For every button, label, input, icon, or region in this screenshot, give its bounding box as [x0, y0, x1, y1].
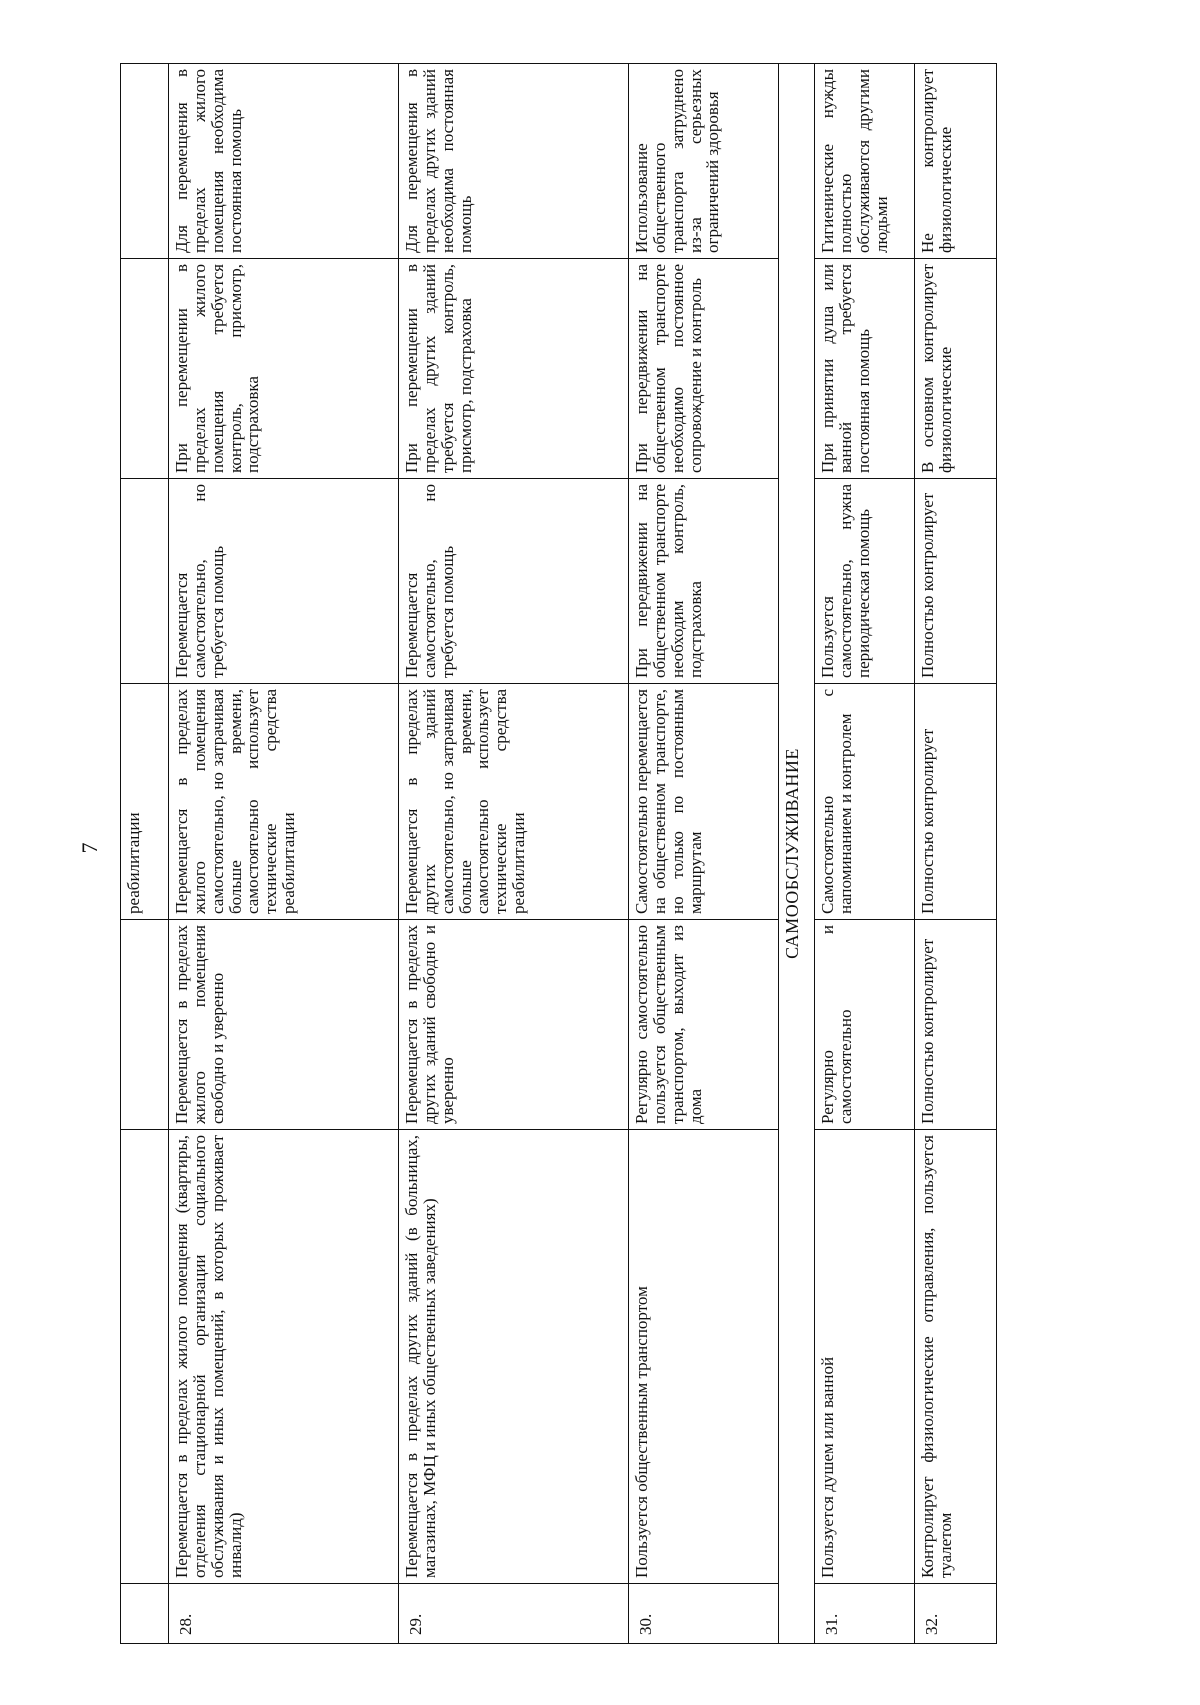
- level-cell: Перемещается в пределах других зданий самостоятельно, но затрачивая больше времени, самостоятельно использует технические средства реабилитации: [399, 684, 629, 920]
- level-cell: Для перемещения в пределах жилого помещения необходима постоянная помощь: [169, 64, 399, 259]
- level-cell: Самостоятельно перемещается на общественном транспорте, но только по постоянным маршрутам: [629, 684, 779, 920]
- cell-empty: [121, 1584, 169, 1644]
- level-cell: Для перемещения в пределах других зданий необходима постоянная помощь: [399, 64, 629, 259]
- table-row: [169, 64, 399, 1644]
- table-body: [121, 64, 997, 1644]
- assessment-table: [120, 63, 997, 1644]
- table-row: [915, 64, 997, 1644]
- level-cell: Самостоятельно с напоминанием и контролем: [815, 684, 915, 920]
- row-number: 32.: [915, 1584, 997, 1644]
- level-cell: Перемещается в пределах жилого помещения самостоятельно, но затрачивая больше времени, самостоятельно использует технические средства реабилитации: [169, 684, 399, 920]
- row-number: 28.: [169, 1584, 399, 1644]
- level-cell: Полностью контролирует: [915, 479, 997, 684]
- table-row: [399, 64, 629, 1644]
- row-number: 29.: [399, 1584, 629, 1644]
- level-cell: Перемещается самостоятельно, но требуется помощь: [169, 479, 399, 684]
- level-cell: Не контролирует физиологические: [915, 64, 997, 259]
- level-cell: При передвижении на общественном транспорте необходимо постоянное сопровождение и контроль: [629, 259, 779, 479]
- table-row: [629, 64, 779, 1644]
- level-cell: Регулярно самостоятельно пользуется общественным транспортом, выходит из дома: [629, 920, 779, 1130]
- section-row: [779, 64, 815, 1644]
- cell-empty: [121, 479, 169, 684]
- activity-cell: Пользуется душем или ванной: [815, 1130, 915, 1584]
- level-cell: При передвижении на общественном транспорте необходим контроль, подстраховка: [629, 479, 779, 684]
- row-number: 31.: [815, 1584, 915, 1644]
- level-cell: При перемещении в пределах других зданий требуется контроль, присмотр, подстраховка: [399, 259, 629, 479]
- header-fragment: реабилитации: [121, 684, 169, 920]
- cell-empty: [121, 259, 169, 479]
- level-cell: Пользуется самостоятельно, нужна периодическая помощь: [815, 479, 915, 684]
- page-number: 7: [77, 842, 102, 854]
- activity-cell: Перемещается в пределах жилого помещения (квартиры, отделения стационарной организации социального обслуживания и иных помещений, в которых проживает инвалид): [169, 1130, 399, 1584]
- level-cell: Перемещается самостоятельно, но требуется помощь: [399, 479, 629, 684]
- level-cell: При принятии душа или ванной требуется постоянная помощь: [815, 259, 915, 479]
- rotated-page: [120, 64, 1060, 1644]
- activity-cell: Перемещается в пределах других зданий (в больницах, магазинах, МФЦ и иных общественных заведениях): [399, 1130, 629, 1584]
- cell-empty: [121, 64, 169, 259]
- cell-empty: [121, 920, 169, 1130]
- section-title: САМООБСЛУЖИВАНИЕ: [779, 64, 815, 1644]
- cell-empty: [121, 1130, 169, 1584]
- level-cell: При перемещении в пределах жилого помещения требуется контроль, присмотр, подстраховка: [169, 259, 399, 479]
- level-cell: Использование общественного транспорта затруднено из-за серьезных ограничений здоровья: [629, 64, 779, 259]
- row-number: 30.: [629, 1584, 779, 1644]
- level-cell: Перемещается в пределах других зданий свободно и уверенно: [399, 920, 629, 1130]
- level-cell: Регулярно и самостоятельно: [815, 920, 915, 1130]
- level-cell: В основном контролирует физиологические: [915, 259, 997, 479]
- table-row: [815, 64, 915, 1644]
- level-cell: Полностью контролирует: [915, 920, 997, 1130]
- activity-cell: Контролирует физиологические отправления, пользуется туалетом: [915, 1130, 997, 1584]
- level-cell: Гигиенические нужды полностью обслуживаются другими людьми: [815, 64, 915, 259]
- level-cell: Перемещается в пределах жилого помещения свободно и уверенно: [169, 920, 399, 1130]
- level-cell: Полностью контролирует: [915, 684, 997, 920]
- table-row-header-fragment: [121, 64, 169, 1644]
- activity-cell: Пользуется общественным транспортом: [629, 1130, 779, 1584]
